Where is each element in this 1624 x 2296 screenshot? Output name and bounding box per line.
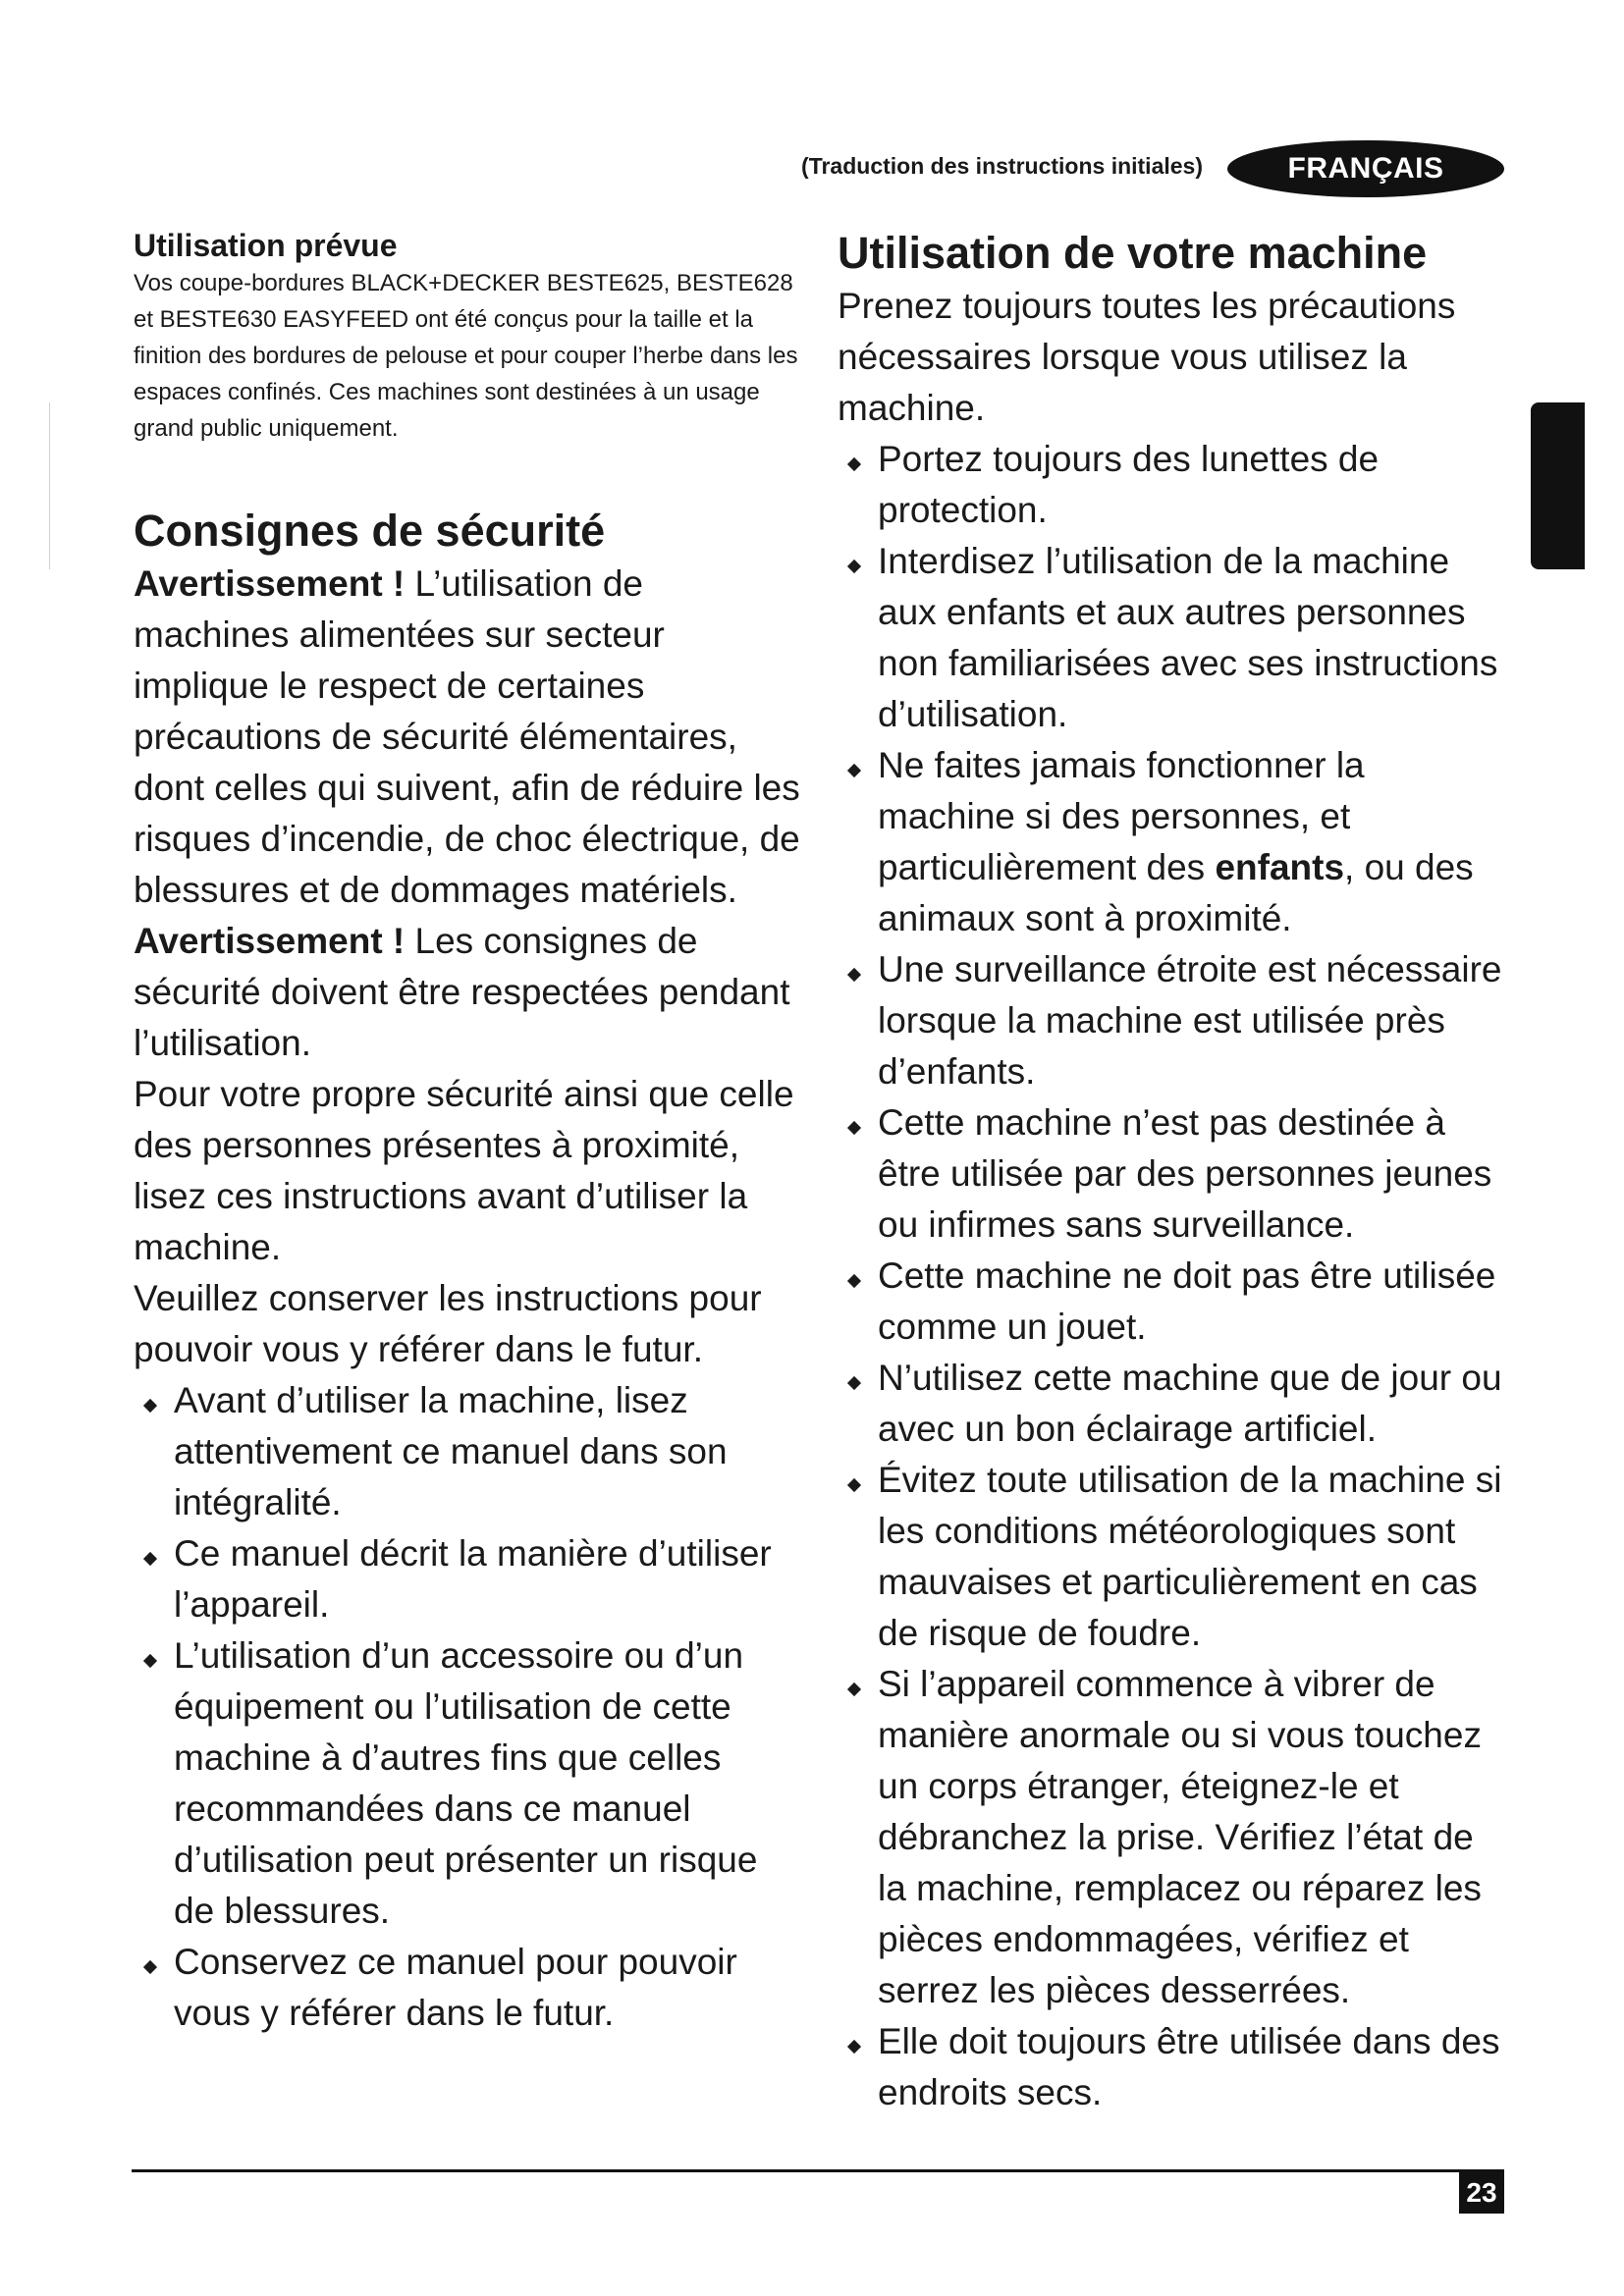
warning-paragraph-2 — [134, 916, 806, 1069]
list-item-text: Portez toujours des lunettes de protection. — [878, 439, 1380, 530]
list-item — [838, 1097, 1505, 1251]
right-column — [838, 226, 1505, 2118]
list-item — [134, 1375, 806, 1528]
language-badge: FRANÇAIS — [1227, 140, 1504, 197]
list-item — [838, 1659, 1505, 2016]
diamond-bullet-icon — [847, 1274, 861, 1288]
diamond-bullet-icon — [143, 1399, 157, 1413]
list-item — [838, 1353, 1505, 1455]
safety-paragraph: Pour votre propre sécurité ainsi que celle des personnes présentes à proximité, lisez ces instructions avant d’utiliser la machine. — [134, 1074, 794, 1267]
emphasis-children: enfants — [1215, 847, 1345, 887]
list-item-text: Ce manuel décrit la manière d’utiliser l’appareil. — [174, 1533, 772, 1625]
list-item-text: N’utilisez cette machine que de jour ou avec un bon éclairage artificiel. — [878, 1358, 1502, 1449]
list-item — [838, 2016, 1505, 2118]
list-item — [134, 1528, 806, 1630]
header-caption: (Traduction des instructions initiales) — [801, 153, 1203, 179]
list-item-text: Interdisez l’utilisation de la machine aux enfants et aux autres personnes non familiarisées avec ses instructions d’utilisation. — [878, 541, 1498, 734]
list-item-text: Avant d’utiliser la machine, lisez attentivement ce manuel dans son intégralité. — [174, 1380, 728, 1522]
list-item — [838, 740, 1505, 944]
diamond-bullet-icon — [847, 1478, 861, 1492]
list-item-text: Évitez toute utilisation de la machine si les conditions météorologiques sont mauvaises et particulièrement en cas de risque de foudre. — [878, 1460, 1502, 1653]
diamond-bullet-icon — [847, 1682, 861, 1696]
diamond-bullet-icon — [847, 2040, 861, 2054]
diamond-bullet-icon — [847, 968, 861, 982]
diamond-bullet-icon — [143, 1552, 157, 1566]
list-item-text-pre: Ne faites jamais fonctionner la machine si des personnes, et particulièrement des — [878, 745, 1365, 887]
diamond-bullet-icon — [143, 1960, 157, 1974]
page-number: 23 — [1459, 2172, 1504, 2214]
list-item-text: Conservez ce manuel pour pouvoir vous y référer dans le futur. — [174, 1942, 737, 2033]
intended-use-text: Vos coupe-bordures BLACK+DECKER BESTE625, BESTE628 et BESTE630 EASYFEED ont été conçus pour la taille et la finition des bordures de pelouse et pour couper l’herbe dans les espaces confinés. Ces machines sont destinées à un usage grand public uniquement. — [134, 270, 798, 442]
keep-instructions-paragraph: Veuillez conserver les instructions pour pouvoir vous y référer dans le futur. — [134, 1278, 762, 1369]
warning-text: Les consignes de sécurité doivent être respectées pendant l’utilisation. — [134, 921, 790, 1063]
usage-intro: Prenez toujours toutes les précautions nécessaires lorsque vous utilisez la machine. — [838, 286, 1456, 428]
diamond-bullet-icon — [847, 1376, 861, 1390]
list-item-text: Elle doit toujours être utilisée dans des endroits secs. — [878, 2021, 1500, 2112]
list-item-text: L’utilisation d’un accessoire ou d’un équipement ou l’utilisation de cette machine à d’autres fins que celles recommandées dans ce manuel d’utilisation peut présenter un risque de blessures. — [174, 1635, 758, 1931]
diamond-bullet-icon — [847, 560, 861, 573]
warning-label: Avertissement ! — [134, 921, 406, 961]
list-item — [134, 1630, 806, 1937]
list-item-text: Si l’appareil commence à vibrer de manière anormale ou si vous touchez un corps étranger, éteignez-le et débranchez la prise. Vérifiez l’état de la machine, remplacez ou réparez les pièces endommagées, vérifiez et serrez les pièces desserrées. — [878, 1664, 1482, 2010]
usage-title: Utilisation de votre machine — [838, 228, 1428, 278]
usage-bullet-list — [838, 434, 1505, 2118]
warning-text: L’utilisation de machines alimentées sur secteur implique le respect de certaines précautions de sécurité élémentaires, dont celles qui suivent, afin de réduire les risques d’incendie, de choc électrique, de blessures et de dommages matériels. — [134, 563, 800, 910]
margin-rule — [49, 402, 50, 569]
list-item — [838, 944, 1505, 1097]
list-item-text: Cette machine ne doit pas être utilisée comme un jouet. — [878, 1255, 1496, 1347]
list-item — [838, 536, 1505, 740]
warning-label: Avertissement ! — [134, 563, 406, 604]
diamond-bullet-icon — [847, 457, 861, 471]
warning-paragraph-1 — [134, 559, 806, 916]
safety-title: Consignes de sécurité — [134, 506, 606, 556]
list-item — [838, 1455, 1505, 1659]
diamond-bullet-icon — [847, 764, 861, 777]
left-column — [134, 226, 806, 2039]
section-tab-marker — [1531, 402, 1585, 569]
list-item — [838, 1251, 1505, 1353]
list-item — [838, 434, 1505, 536]
safety-bullet-list — [134, 1375, 806, 2039]
list-item-text: Une surveillance étroite est nécessaire lorsque la machine est utilisée près d’enfants. — [878, 949, 1502, 1092]
footer-rule — [132, 2169, 1504, 2172]
list-item — [134, 1937, 806, 2039]
diamond-bullet-icon — [847, 1121, 861, 1135]
list-item-text: Cette machine n’est pas destinée à être utilisée par des personnes jeunes ou infirmes sans surveillance. — [878, 1102, 1492, 1245]
list-item-text-post: , ou des animaux sont à proximité. — [878, 847, 1474, 938]
diamond-bullet-icon — [143, 1654, 157, 1668]
intended-use-heading: Utilisation prévue — [134, 228, 398, 263]
